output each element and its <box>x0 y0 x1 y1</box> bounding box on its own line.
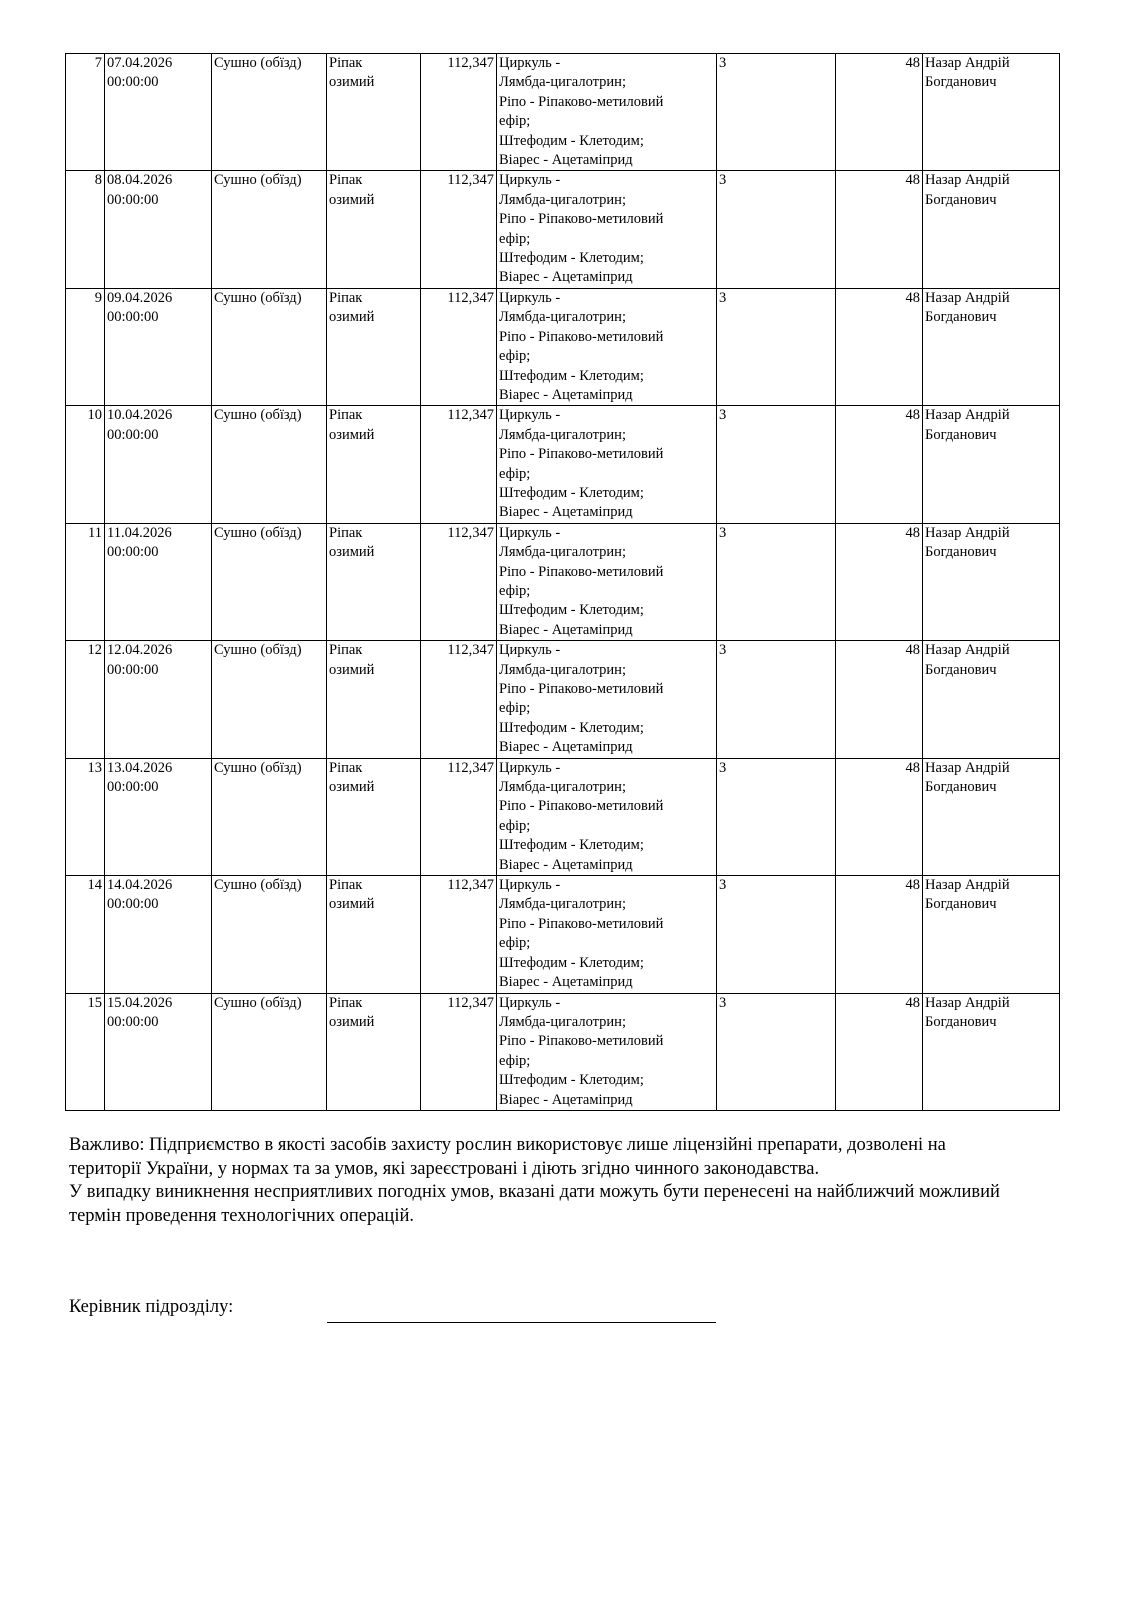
table-row <box>66 54 1060 171</box>
table-row <box>66 523 1060 640</box>
method-cell: Сушно (обїзд) <box>212 171 327 288</box>
signature-label: Керівник підрозділу: <box>69 1297 234 1317</box>
date-cell: 11.04.2026 00:00:00 <box>105 523 212 640</box>
row-number: 7 <box>66 54 105 171</box>
products-cell: Циркуль - Лямбда-цигалотрин; Ріпо - Ріпаково-метиловий ефір; Штефодим - Клетодим; Віарес - Ацетаміприд <box>497 406 717 523</box>
date-cell: 14.04.2026 00:00:00 <box>105 876 212 993</box>
area-cell: 112,347 <box>421 641 497 758</box>
table-row <box>66 758 1060 875</box>
hours-cell: 48 <box>836 406 923 523</box>
date-cell: 10.04.2026 00:00:00 <box>105 406 212 523</box>
row-number: 13 <box>66 758 105 875</box>
hours-cell: 48 <box>836 288 923 405</box>
hours-cell: 48 <box>836 171 923 288</box>
hazard-class-cell: 3 <box>717 758 836 875</box>
area-cell: 112,347 <box>421 876 497 993</box>
method-cell: Сушно (обїзд) <box>212 641 327 758</box>
hazard-class-cell: 3 <box>717 54 836 171</box>
hours-cell: 48 <box>836 758 923 875</box>
date-cell: 07.04.2026 00:00:00 <box>105 54 212 171</box>
hazard-class-cell: 3 <box>717 876 836 993</box>
row-number: 14 <box>66 876 105 993</box>
method-cell: Сушно (обїзд) <box>212 288 327 405</box>
hours-cell: 48 <box>836 523 923 640</box>
table-row <box>66 171 1060 288</box>
hours-cell: 48 <box>836 641 923 758</box>
responsible-cell: Назар Андрій Богданович <box>923 641 1060 758</box>
hazard-class-cell: 3 <box>717 288 836 405</box>
products-cell: Циркуль - Лямбда-цигалотрин; Ріпо - Ріпаково-метиловий ефір; Штефодим - Клетодим; Віарес - Ацетаміприд <box>497 876 717 993</box>
hazard-class-cell: 3 <box>717 523 836 640</box>
note-weather: У випадку виникнення несприятливих погодніх умов, вказані дати можуть бути перенесені на найближчий можливий термін проведення технологічних операцій. <box>69 1182 1000 1226</box>
table-row <box>66 876 1060 993</box>
crop-cell: Ріпак озимий <box>327 641 421 758</box>
date-cell: 12.04.2026 00:00:00 <box>105 641 212 758</box>
method-cell: Сушно (обїзд) <box>212 993 327 1110</box>
signature-line <box>327 1322 716 1323</box>
method-cell: Сушно (обїзд) <box>212 406 327 523</box>
method-cell: Сушно (обїзд) <box>212 876 327 993</box>
products-cell: Циркуль - Лямбда-цигалотрин; Ріпо - Ріпаково-метиловий ефір; Штефодим - Клетодим; Віарес - Ацетаміприд <box>497 288 717 405</box>
area-cell: 112,347 <box>421 993 497 1110</box>
crop-cell: Ріпак озимий <box>327 54 421 171</box>
responsible-cell: Назар Андрій Богданович <box>923 993 1060 1110</box>
crop-cell: Ріпак озимий <box>327 758 421 875</box>
area-cell: 112,347 <box>421 171 497 288</box>
row-number: 11 <box>66 523 105 640</box>
row-number: 10 <box>66 406 105 523</box>
hours-cell: 48 <box>836 876 923 993</box>
area-cell: 112,347 <box>421 523 497 640</box>
date-cell: 15.04.2026 00:00:00 <box>105 993 212 1110</box>
responsible-cell: Назар Андрій Богданович <box>923 171 1060 288</box>
responsible-cell: Назар Андрій Богданович <box>923 758 1060 875</box>
products-cell: Циркуль - Лямбда-цигалотрин; Ріпо - Ріпаково-метиловий ефір; Штефодим - Клетодим; Віарес - Ацетаміприд <box>497 523 717 640</box>
note-licensed-products: Важливо: Підприємство в якості засобів захисту рослин використовує лише ліцензійні препарати, дозволені на території України, у нормах та за умов, які зареєстровані і діють згідно чинного законодавства. <box>69 1135 946 1179</box>
date-cell: 09.04.2026 00:00:00 <box>105 288 212 405</box>
row-number: 12 <box>66 641 105 758</box>
row-number: 15 <box>66 993 105 1110</box>
hazard-class-cell: 3 <box>717 641 836 758</box>
area-cell: 112,347 <box>421 758 497 875</box>
products-cell: Циркуль - Лямбда-цигалотрин; Ріпо - Ріпаково-метиловий ефір; Штефодим - Клетодим; Віарес - Ацетаміприд <box>497 171 717 288</box>
hazard-class-cell: 3 <box>717 993 836 1110</box>
area-cell: 112,347 <box>421 288 497 405</box>
crop-cell: Ріпак озимий <box>327 171 421 288</box>
products-cell: Циркуль - Лямбда-цигалотрин; Ріпо - Ріпаково-метиловий ефір; Штефодим - Клетодим; Віарес - Ацетаміприд <box>497 54 717 171</box>
responsible-cell: Назар Андрій Богданович <box>923 523 1060 640</box>
products-cell: Циркуль - Лямбда-цигалотрин; Ріпо - Ріпаково-метиловий ефір; Штефодим - Клетодим; Віарес - Ацетаміприд <box>497 993 717 1110</box>
date-cell: 08.04.2026 00:00:00 <box>105 171 212 288</box>
table-row <box>66 406 1060 523</box>
responsible-cell: Назар Андрій Богданович <box>923 288 1060 405</box>
crop-cell: Ріпак озимий <box>327 288 421 405</box>
products-cell: Циркуль - Лямбда-цигалотрин; Ріпо - Ріпаково-метиловий ефір; Штефодим - Клетодим; Віарес - Ацетаміприд <box>497 758 717 875</box>
responsible-cell: Назар Андрій Богданович <box>923 406 1060 523</box>
table-row <box>66 288 1060 405</box>
row-number: 8 <box>66 171 105 288</box>
method-cell: Сушно (обїзд) <box>212 523 327 640</box>
table-row <box>66 641 1060 758</box>
hours-cell: 48 <box>836 993 923 1110</box>
area-cell: 112,347 <box>421 54 497 171</box>
row-number: 9 <box>66 288 105 405</box>
hazard-class-cell: 3 <box>717 171 836 288</box>
table-body <box>66 54 1060 1111</box>
area-cell: 112,347 <box>421 406 497 523</box>
hours-cell: 48 <box>836 54 923 171</box>
crop-cell: Ріпак озимий <box>327 406 421 523</box>
table-row <box>66 993 1060 1110</box>
hazard-class-cell: 3 <box>717 406 836 523</box>
crop-cell: Ріпак озимий <box>327 993 421 1110</box>
products-cell: Циркуль - Лямбда-цигалотрин; Ріпо - Ріпаково-метиловий ефір; Штефодим - Клетодим; Віарес - Ацетаміприд <box>497 641 717 758</box>
crop-cell: Ріпак озимий <box>327 523 421 640</box>
method-cell: Сушно (обїзд) <box>212 54 327 171</box>
important-note <box>69 1134 1009 1228</box>
responsible-cell: Назар Андрій Богданович <box>923 876 1060 993</box>
schedule-table <box>65 53 1060 1111</box>
method-cell: Сушно (обїзд) <box>212 758 327 875</box>
date-cell: 13.04.2026 00:00:00 <box>105 758 212 875</box>
responsible-cell: Назар Андрій Богданович <box>923 54 1060 171</box>
crop-cell: Ріпак озимий <box>327 876 421 993</box>
